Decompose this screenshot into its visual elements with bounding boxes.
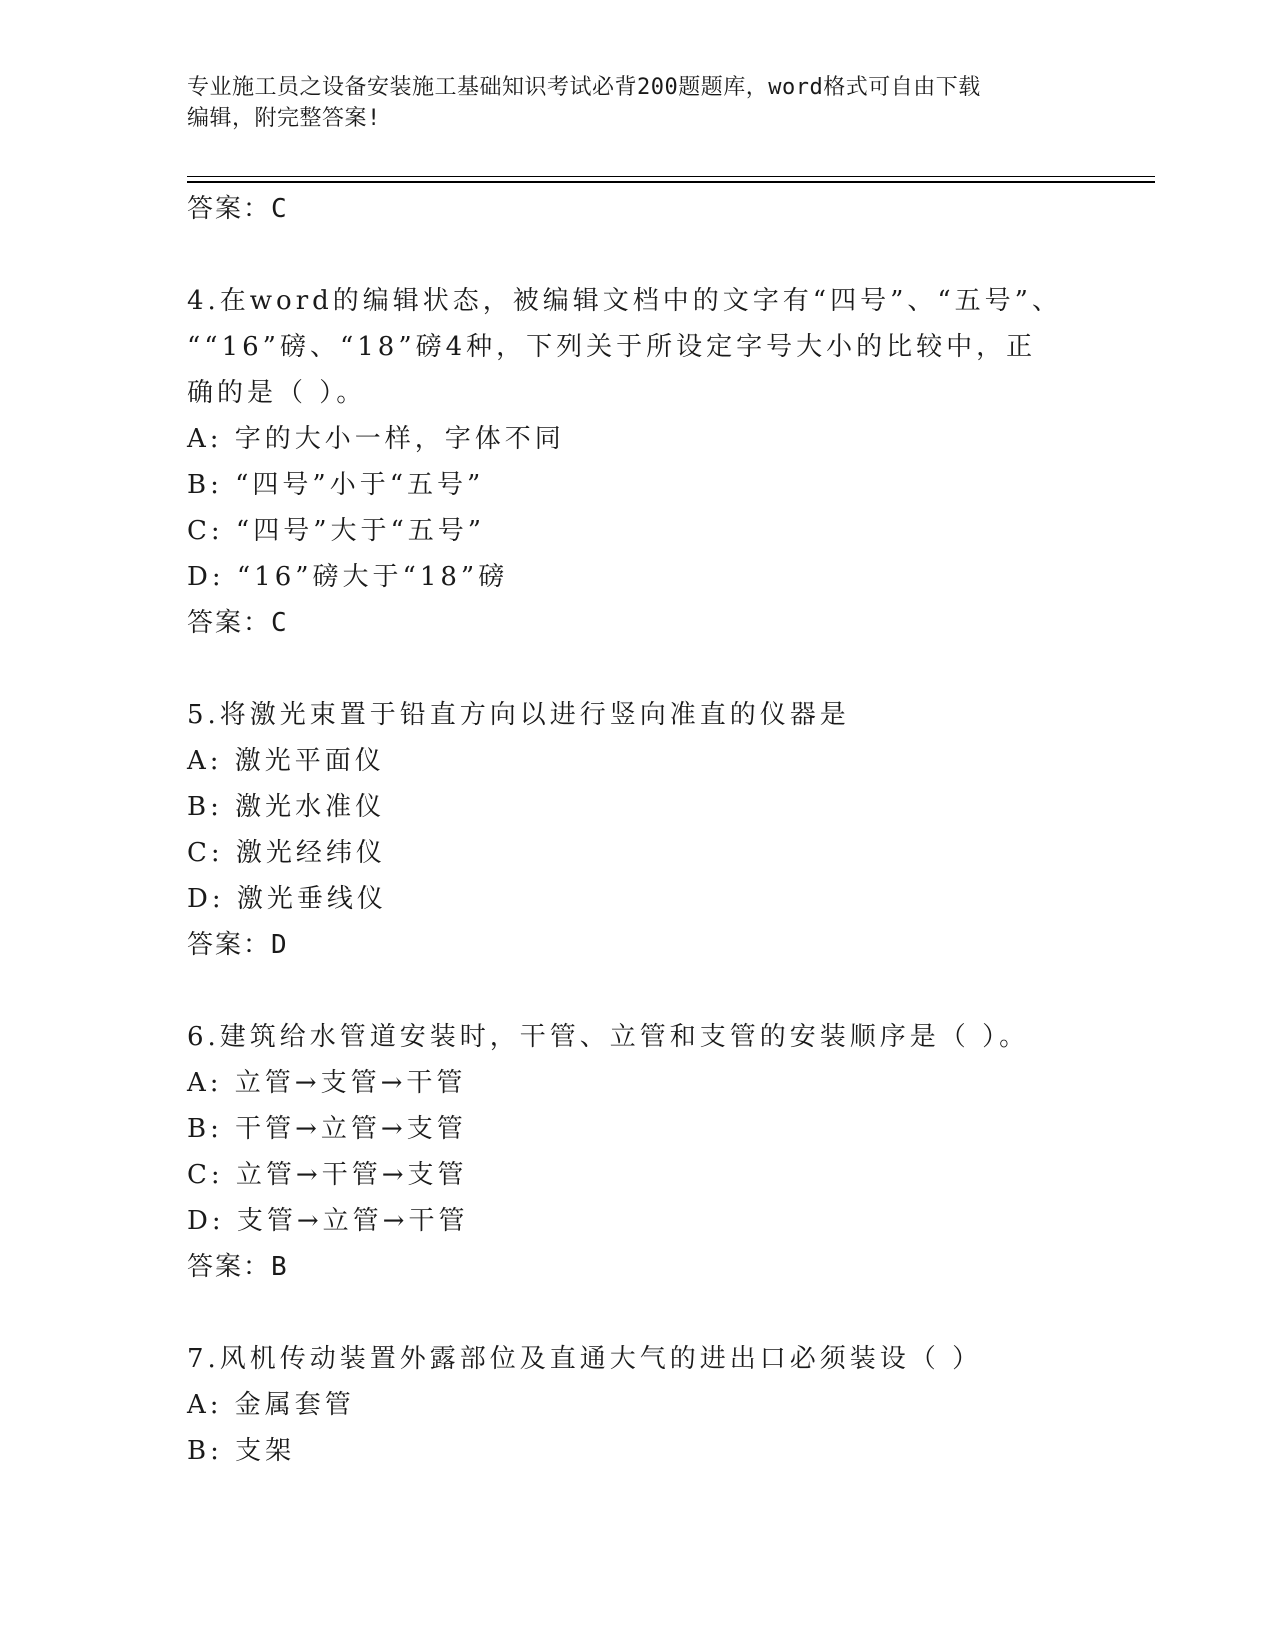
answer: 答案：C [187, 608, 289, 638]
option-a: A: 激光平面仪 [187, 746, 385, 776]
option-c: C: 立管→干管→支管 [187, 1160, 468, 1190]
option-c: C: “四号”大于“五号” [187, 516, 486, 546]
option-d: D: 支管→立管→干管 [187, 1206, 469, 1236]
option-a: A: 字的大小一样，字体不同 [187, 424, 565, 454]
question-text: 确的是（ ）。 [187, 378, 367, 408]
question-text: 7.风机传动装置外露部位及直通大气的进出口必须装设（ ） [187, 1344, 983, 1374]
document-header [187, 72, 1087, 134]
spacer [187, 968, 1147, 1014]
previous-answer: 答案：C [187, 194, 289, 224]
question-4 [187, 278, 1147, 646]
answer: 答案：D [187, 930, 289, 960]
spacer [187, 1290, 1147, 1336]
option-d: D: 激光垂线仪 [187, 884, 387, 914]
option-d: D: “16”磅大于“18”磅 [187, 562, 509, 592]
question-7 [187, 1336, 1147, 1474]
question-6 [187, 1014, 1147, 1290]
question-text: 6.建筑给水管道安装时，干管、立管和支管的安装顺序是（ ）。 [187, 1022, 1030, 1052]
question-text: 4.在word的编辑状态，被编辑文档中的文字有“四号”、“五号”、 [187, 286, 1062, 316]
header-title-line1: 专业施工员之设备安装施工基础知识考试必背200题题库，word格式可自由下载 [187, 75, 981, 100]
question-text: ““16”磅、“18”磅4种，下列关于所设定字号大小的比较中，正 [187, 332, 1037, 362]
header-title-line2: 编辑，附完整答案! [187, 106, 381, 131]
option-b: B: 激光水准仪 [187, 792, 386, 822]
question-list [187, 186, 1147, 1474]
option-b: B: 干管→立管→支管 [187, 1114, 467, 1144]
spacer [187, 232, 1147, 278]
option-a: A: 金属套管 [187, 1390, 355, 1420]
option-b: B: 支架 [187, 1436, 296, 1466]
option-c: C: 激光经纬仪 [187, 838, 386, 868]
answer: 答案：B [187, 1252, 289, 1282]
header-rule-thin [187, 176, 1155, 177]
question-5 [187, 692, 1147, 968]
question-text: 5.将激光束置于铅直方向以进行竖向准直的仪器是 [187, 700, 850, 730]
option-b: B: “四号”小于“五号” [187, 470, 485, 500]
option-a: A: 立管→支管→干管 [187, 1068, 467, 1098]
spacer [187, 646, 1147, 692]
header-rule-thick [187, 181, 1155, 183]
